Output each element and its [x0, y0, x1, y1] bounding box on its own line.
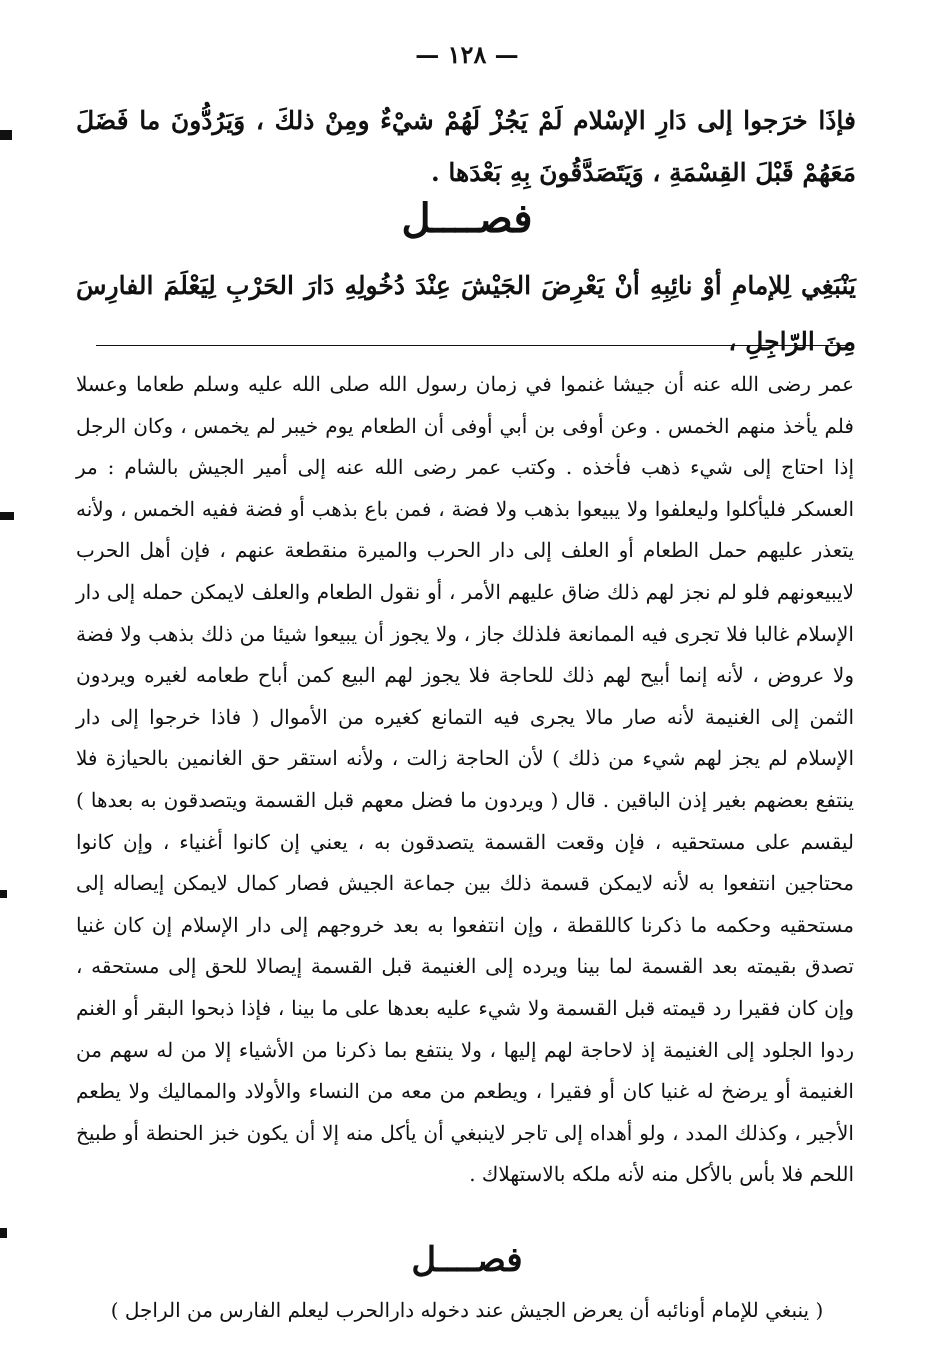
section-heading-fasl: فصــــل [401, 195, 533, 242]
commentary-text: عمر رضى الله عنه أن جيشا غنموا في زمان رسول الله صلى الله عليه وسلم طعاما وعسلا فلم يأخذ منهم الخمس . وعن أوفى بن أبي أوفى أن الطعام يوم خيبر لم يخمس ، وكان الرجل إذا احتاج إلى شيء ذهب فأخذه . وكتب عمر رضى الله عنه إلى أمير الجيش بالشام : مر العسكر فليأكلوا وليعلفوا ولا يبيعوا بذهب ولا فضة ، فمن باع بذهب أو فضة ففيه الخمس ، ولأنه يتعذر عليهم حمل الطعام أو العلف إلى دار الحرب والميرة منقطعة عنهم ، فإن أهل الحرب لايبيعونهم فلو لم نجز لهم ذلك ضاق عليهم الأمر ، أو نقول الطعام والعلف لايمكن حمله إلى دار الإسلام غالبا فلا تجرى فيه الممانعة فلذلك جاز ، ولا يجوز أن يبيعوا شيئا من ذلك بذهب ولا فضة ولا عروض ، لأنه إنما أبيح لهم ذلك للحاجة فلا يجوز لهم البيع كمن أباح طعامه لغيره ويردون الثمن إلى الغنيمة لأنه صار مالا يجرى فيه التمانع كغيره من الأموال ( فاذا خرجوا إلى دار الإسلام لم يجز لهم شيء من ذلك ) لأن الحاجة زالت ، ولأنه استقر حق الغانمين بالحيازة فلا ينتفع بعضهم بغير إذن الباقين . قال ( ويردون ما فضل معهم قبل القسمة ويتصدقون به بعدها ) ليقسم على مستحقيه ، فإن وقعت القسمة يتصدقون به ، يعني إن كانوا أغنياء ، وإن كانوا محتاجين انتفعوا به لأنه لايمكن قسمة ذلك بين جماعة الجيش فصار كمال لايمكن إيصاله إلى مستحقيه وحكمه ما ذكرنا كاللقطة ، وإن انتفعوا به بعد خروجهم إلى دار الإسلام إن كان غنيا تصدق بقيمته بعد القسمة لما بينا ويرده إلى الغنيمة قبل القسمة إيصالا للحق إلى مستحقه ، وإن كان فقيرا رد قيمته قبل القسمة ولا شيء عليه بعدها على ما بينا ، فإذا ذبحوا البقر أو الغنم ردوا الجلود إلى الغنيمة إذ لاحاجة لهم إليها ، ولا ينتفع بما ذكرنا من الأشياء إلا من له سهم من الغنيمة أو يرضخ له غنيا كان أو فقيرا ، ويطعم من معه من النساء والأولاد والمماليك ولا يطعم الأجير ، وكذلك المدد ، ولو أهداه إلى تاجر لاينبغي أن يأكل منه إلا أن يكون خبز الحنطة أو طبيخ اللحم فلا بأس بالأكل منه لأنه ملكه بالاستهلاك . [76, 372, 854, 1187]
scan-margin-mark [0, 890, 7, 898]
scan-margin-mark [0, 512, 14, 520]
main-text-section: يَنْبَغِي لِلإمامِ أوْ نائِبِهِ أنْ يَعْرِضَ الجَيْشَ عِنْدَ دُخُولِهِ دَارَ الحَرْبِ لِيَعْلَمَ الفارِسَ مِنَ الرّاجِلِ ، [76, 271, 856, 356]
next-section-summary: ( ينبغي للإمام أونائبه أن يعرض الجيش عند دخوله دارالحرب ليعلم الفارس من الراجل ) [110, 1298, 824, 1322]
scan-margin-mark [0, 130, 12, 140]
commentary-divider [96, 345, 850, 346]
scan-margin-mark [0, 1228, 7, 1238]
page-number: — ١٢٨ — [415, 40, 519, 69]
section-heading-fasl-2: فصــــل [411, 1240, 523, 1280]
main-text-top: فإذَا خرَجوا إلى دَارِ الإسْلام لَمْ يَجُزْ لَهُمْ شيْءٌ ومِنْ ذلكَ ، وَيَرُدُّونَ ما فَضَلَ مَعَهُمْ قَبْلَ القِسْمَةِ ، وَيَتَصَدَّقُونَ بِهِ بَعْدَها . [76, 106, 856, 187]
